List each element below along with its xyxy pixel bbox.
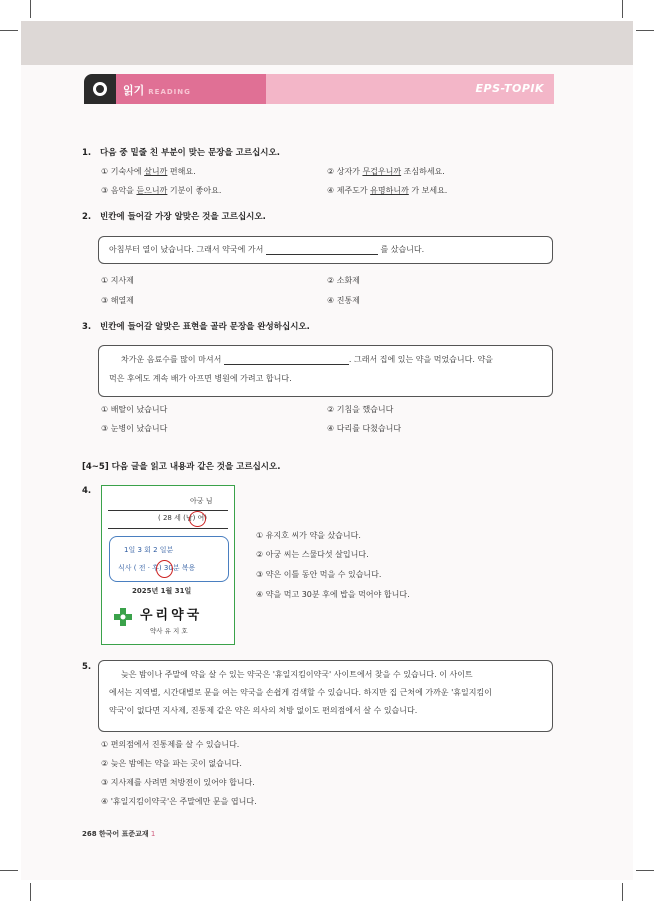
q1-question: 다음 중 밑줄 친 부분이 맞는 문장을 고르십시오. bbox=[100, 148, 280, 158]
q2-box-text: 아침부터 열이 났습니다. 그래서 약국에 가서 를 샀습니다. bbox=[109, 245, 425, 254]
rx-divider bbox=[108, 528, 228, 529]
q2-number: 2. bbox=[82, 212, 92, 222]
crop-mark bbox=[0, 30, 18, 31]
q2-option-2[interactable]: ② 소화제 bbox=[327, 276, 360, 285]
pharmacy-cross-icon bbox=[114, 608, 132, 626]
q2-question-box bbox=[98, 236, 553, 264]
q5-passage-line-3: 약국'이 없다면 지사제, 진통제 같은 약은 의사의 처방 없이도 편의점에서 살 수 있습니다. bbox=[109, 706, 418, 715]
rx-divider bbox=[108, 510, 228, 511]
q5-passage-line-1: 늦은 밤이나 주말에 약을 살 수 있는 약국은 '휴일지킴이약국' 사이트에서 찾을 수 있습니다. 이 사이트 bbox=[121, 670, 473, 679]
q4-option-4[interactable]: ④ 약을 먹고 30분 후에 밥을 먹어야 합니다. bbox=[256, 590, 410, 599]
q5-option-1[interactable]: ① 편의점에서 진통제를 살 수 있습니다. bbox=[101, 740, 240, 749]
q3-option-4[interactable]: ④ 다리를 다쳤습니다 bbox=[327, 424, 402, 433]
prescription-card bbox=[101, 485, 235, 645]
rx-meal-circle bbox=[156, 560, 173, 578]
q2-blank[interactable] bbox=[266, 245, 378, 255]
rx-date: 2025년 1월 31일 bbox=[132, 587, 192, 595]
rx-patient-name: 아궁 님 bbox=[190, 497, 213, 505]
top-band bbox=[21, 21, 633, 65]
q3-number: 3. bbox=[82, 322, 92, 332]
q4-number: 4. bbox=[82, 486, 92, 496]
rx-age-gender: ( 28 세 (남) 여) bbox=[158, 514, 208, 522]
q3-option-2[interactable]: ② 기침을 했습니다 bbox=[327, 405, 394, 414]
rx-pharmacist: 약사 유 지 호 bbox=[150, 627, 188, 635]
q3-option-3[interactable]: ③ 눈병이 났습니다 bbox=[101, 424, 168, 433]
crop-mark bbox=[30, 0, 31, 18]
reading-icon bbox=[84, 74, 116, 104]
q2-option-3[interactable]: ③ 해열제 bbox=[101, 296, 134, 305]
q5-option-3[interactable]: ③ 지사제를 사려면 처방전이 있어야 합니다. bbox=[101, 778, 255, 787]
q3-question-box bbox=[98, 345, 553, 397]
q3-box-line-1: 차가운 음료수를 많이 마셔서 . 그래서 집에 있는 약을 먹었습니다. 약을 bbox=[121, 355, 493, 364]
q5-number: 5. bbox=[82, 662, 92, 672]
q5-passage-line-2: 에서는 지역별, 시간대별로 문을 여는 약국을 손쉽게 검색할 수 있습니다. 하지만 집 근처에 가까운 '휴일지킴이 bbox=[109, 688, 492, 697]
crop-mark bbox=[622, 883, 623, 901]
q4-option-2[interactable]: ② 아궁 씨는 스물다섯 살입니다. bbox=[256, 550, 369, 559]
q2-option-4[interactable]: ④ 진통제 bbox=[327, 296, 360, 305]
crop-mark bbox=[622, 0, 623, 18]
q5-option-2[interactable]: ② 늦은 밤에는 약을 파는 곳이 없습니다. bbox=[101, 759, 242, 768]
q3-option-1[interactable]: ① 배탈이 났습니다 bbox=[101, 405, 168, 414]
crop-mark bbox=[636, 30, 654, 31]
header-title: 읽기 READING bbox=[123, 84, 191, 97]
q1-number: 1. bbox=[82, 148, 92, 158]
q3-blank[interactable] bbox=[224, 355, 349, 365]
crop-mark bbox=[0, 870, 18, 871]
q3-box-line-2: 먹은 후에도 계속 배가 아프면 병원에 가려고 합니다. bbox=[109, 374, 292, 383]
rx-meal-timing: 식사 ( 전 · 후) 30분 복용 bbox=[118, 564, 196, 572]
q1-option-1[interactable]: ① 기숙사에 살니까 편해요. bbox=[101, 167, 196, 176]
rx-gender-circle bbox=[189, 511, 206, 527]
section-title: [4~5] 다음 글을 읽고 내용과 같은 것을 고르십시오. bbox=[82, 462, 281, 472]
q4-option-3[interactable]: ③ 약은 이틀 동안 먹을 수 있습니다. bbox=[256, 570, 382, 579]
q1-option-3[interactable]: ③ 음악을 듣으니까 기분이 좋아요. bbox=[101, 186, 222, 195]
q1-option-4[interactable]: ④ 제주도가 유명하니까 가 보세요. bbox=[327, 186, 448, 195]
q1-option-2[interactable]: ② 상자가 무겁우니까 조심하세요. bbox=[327, 167, 445, 176]
crop-mark bbox=[636, 870, 654, 871]
header-brand: EPS-TOPIK bbox=[475, 82, 544, 95]
page-number: 268 bbox=[82, 830, 97, 838]
q3-question: 빈칸에 들어갈 알맞은 표현을 골라 문장을 완성하십시오. bbox=[100, 322, 310, 332]
book-title: 한국어 표준교재 bbox=[98, 830, 149, 838]
q4-option-1[interactable]: ① 유지호 씨가 약을 샀습니다. bbox=[256, 531, 361, 540]
section-header bbox=[84, 74, 554, 104]
page-footer bbox=[82, 829, 155, 839]
q5-option-4[interactable]: ④ '휴일지킴이약국'은 주말에만 문을 엽니다. bbox=[101, 797, 257, 806]
book-volume: 1 bbox=[150, 830, 156, 838]
q2-option-1[interactable]: ① 지사제 bbox=[101, 276, 134, 285]
header-title-en: READING bbox=[148, 88, 191, 96]
rx-pharmacy-name: 우리약국 bbox=[140, 608, 203, 623]
rx-dose: 1일 3 회 2 일분 bbox=[124, 546, 174, 554]
q2-question: 빈칸에 들어갈 가장 알맞은 것을 고르십시오. bbox=[100, 212, 266, 222]
crop-mark bbox=[30, 883, 31, 901]
q5-passage-box bbox=[98, 660, 553, 732]
